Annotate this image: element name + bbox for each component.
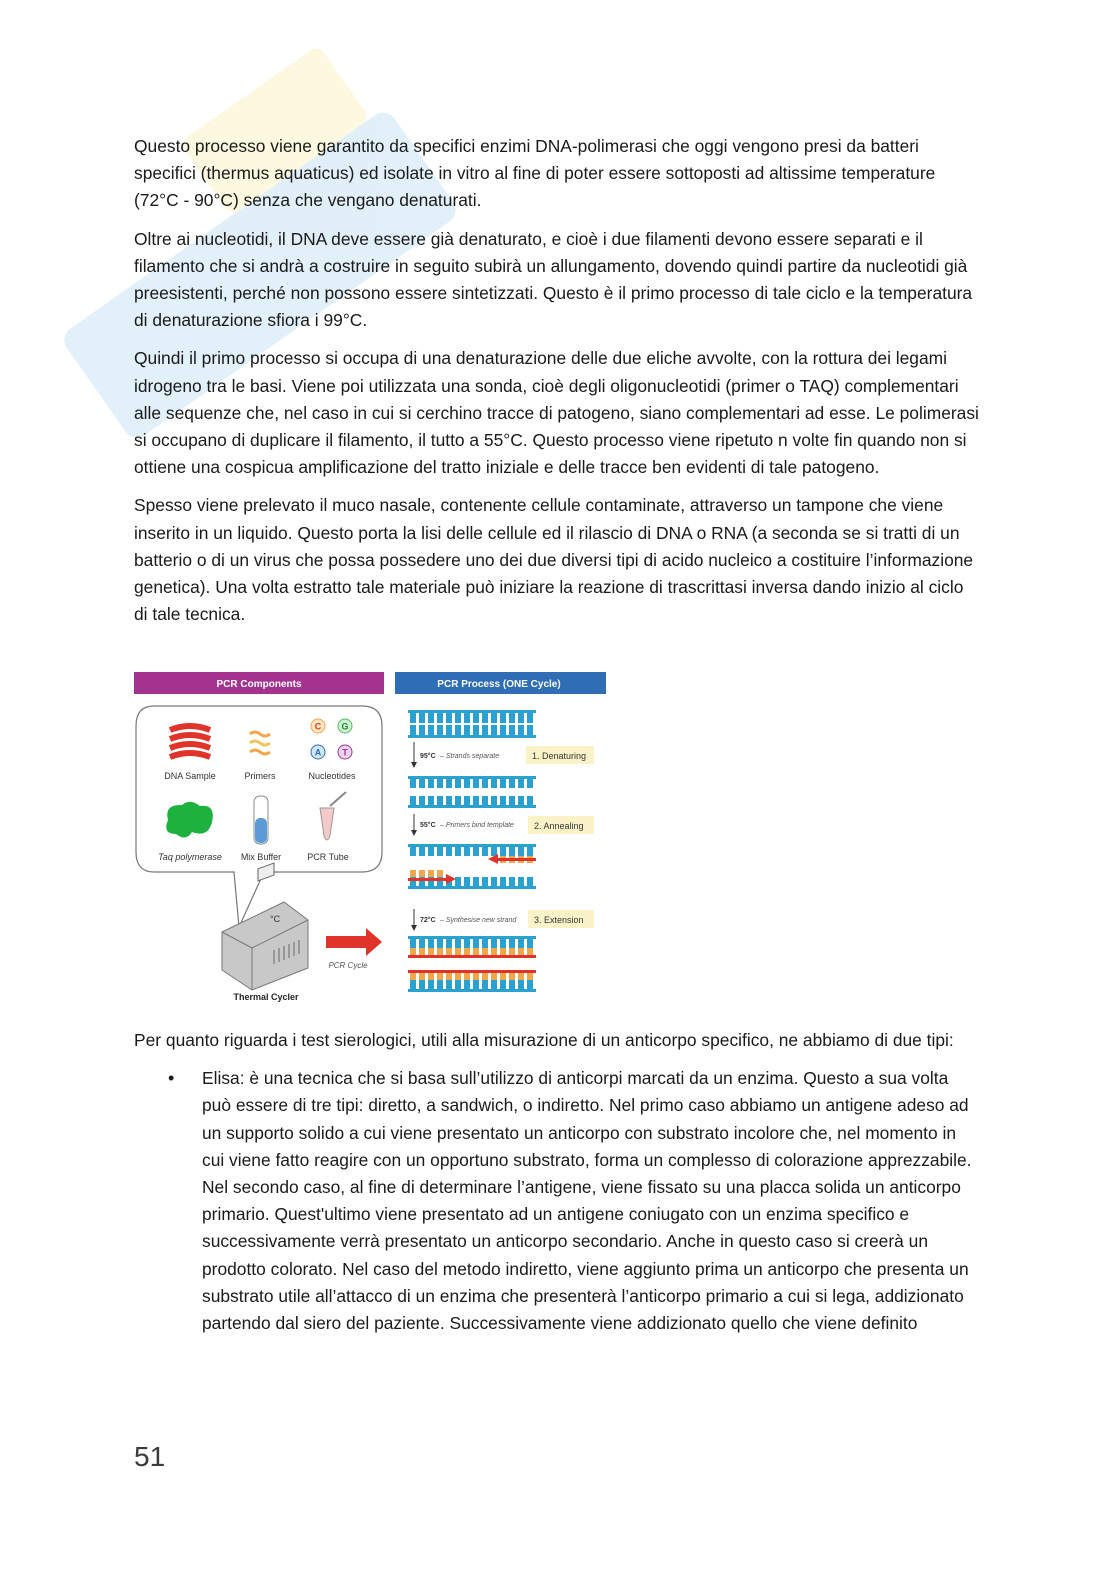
base-pair-tooth xyxy=(455,725,461,735)
components-title: PCR Components xyxy=(216,679,302,690)
base-pair-tooth xyxy=(410,973,416,980)
base-pair-tooth xyxy=(509,877,515,886)
base-pair-tooth xyxy=(419,980,425,989)
base-pair-tooth xyxy=(464,877,470,886)
paragraph: Quindi il primo processo si occupa di una denaturazione delle due eliche avvolte, con la rottura dei legami idrogeno tra le basi. Viene poi utilizzata una sonda, cioè degli oligonucleotidi (primer o TAQ) complementari alle sequenze che, nel caso in cui si cerchino tracce di patogeno, siano complementari ad esse. Le polimerasi si occupano di duplicare il filamento, il tutto a 55°C. Questo processo viene ripetuto n volte fin quando non si ottiene una cospicua amplificazione del tratto iniziale e delle tracce ben evidenti di tale patogeno. xyxy=(134,348,979,478)
base-pair-tooth xyxy=(464,948,470,955)
base-pair-tooth xyxy=(482,980,488,989)
base-pair-tooth xyxy=(455,779,461,788)
base-pair-tooth xyxy=(509,796,515,805)
base-pair-tooth xyxy=(473,713,479,723)
base-pair-tooth xyxy=(491,779,497,788)
pcr-cycle-arrow xyxy=(326,928,382,956)
base-pair-tooth xyxy=(509,779,515,788)
base-pair-tooth xyxy=(455,713,461,723)
base-pair-tooth xyxy=(527,796,533,805)
base-pair-tooth xyxy=(428,847,434,856)
step-label: 3. Extension xyxy=(534,915,584,925)
base-pair-tooth xyxy=(446,779,452,788)
base-pair-tooth xyxy=(527,980,533,989)
base-pair-tooth xyxy=(410,796,416,805)
base-pair-tooth xyxy=(491,973,497,980)
base-pair-tooth xyxy=(428,713,434,723)
base-c: C xyxy=(314,721,322,732)
base-pair-tooth xyxy=(437,725,443,735)
base-pair-tooth xyxy=(527,725,533,735)
list-item: • Elisa: è una tecnica che si basa sull’utilizzo di anticorpi marcati da un enzima. Questo a sua volta può essere di tre tipi: diretto, a sandwich, o indiretto. Nel primo caso abbiamo un antigene adeso ad un supporto solido a cui viene presentato un anticorpo con substrato incolore che, nel momento in cui viene fatto reagire con un opportuno substrato, forma un complesso di colorazione apprezzabile. Nel secondo caso, al fine di determinare l’antigene, viene fissato su una placca solida un anticorpo primario. Quest'ultimo viene presentato ad un antigene coniugato con un enzima specifico e successivamente verrà presentato un anticorpo secondario. Anche in questo caso si creerà un prodotto colorato. Nel caso del metodo indiretto, viene aggiunto prima un anticorpo che presenta un substrato utile all’attacco di un enzima che presenterà l’anticorpo primario a cui si lega, addizionato partendo dal siero del paziente. Successivamente viene addizionato quello che viene definito xyxy=(202,1065,980,1337)
base-pair-tooth xyxy=(491,939,497,948)
pcr-tube-label: PCR Tube xyxy=(307,852,349,862)
base-pair-tooth xyxy=(446,713,452,723)
base-pair-tooth xyxy=(509,948,515,955)
svg-text:°C: °C xyxy=(270,914,281,924)
step-desc: – Synthesise new strand xyxy=(440,917,517,924)
strand-top xyxy=(408,844,536,847)
pcr-figure xyxy=(134,672,606,1006)
primers-label: Primers xyxy=(244,771,276,781)
base-pair-tooth xyxy=(428,870,434,877)
base-pair-tooth xyxy=(500,973,506,980)
base-pair-tooth xyxy=(428,973,434,980)
base-pair-tooth xyxy=(464,779,470,788)
base-pair-tooth xyxy=(464,725,470,735)
base-pair-tooth xyxy=(500,847,506,856)
step-temp: 95°C xyxy=(420,753,436,760)
base-pair-tooth xyxy=(482,948,488,955)
base-pair-tooth xyxy=(455,877,461,886)
base-pair-tooth xyxy=(410,980,416,989)
strand-bottom xyxy=(408,805,536,808)
base-pair-tooth xyxy=(437,973,443,980)
base-pair-tooth xyxy=(419,713,425,723)
base-pair-tooth xyxy=(473,877,479,886)
body-text-bottom xyxy=(134,1027,980,1337)
strand-bottom xyxy=(408,886,536,889)
base-pair-tooth xyxy=(428,725,434,735)
base-pair-tooth xyxy=(482,877,488,886)
base-pair-tooth xyxy=(518,973,524,980)
strand-top xyxy=(408,776,536,779)
base-pair-tooth xyxy=(410,870,416,877)
base-pair-tooth xyxy=(509,847,515,856)
base-pair-tooth xyxy=(455,796,461,805)
base-t: T xyxy=(342,747,348,758)
taq-polymerase-label: Taq polymerase xyxy=(158,852,222,862)
body-text-top xyxy=(134,133,980,639)
base-pair-tooth xyxy=(437,948,443,955)
step-annealing xyxy=(411,814,594,836)
base-pair-tooth xyxy=(446,948,452,955)
base-pair-tooth xyxy=(428,779,434,788)
base-pair-tooth xyxy=(473,725,479,735)
base-pair-tooth xyxy=(518,980,524,989)
base-pair-tooth xyxy=(491,847,497,856)
pcr-cycle-label: PCR Cycle xyxy=(328,961,368,970)
base-pair-tooth xyxy=(482,973,488,980)
base-pair-tooth xyxy=(437,796,443,805)
strand-bottom xyxy=(408,735,536,738)
base-pair-tooth xyxy=(482,796,488,805)
base-pair-tooth xyxy=(410,779,416,788)
base-pair-tooth xyxy=(455,980,461,989)
base-pair-tooth xyxy=(419,870,425,877)
base-a: A xyxy=(314,747,322,758)
base-pair-tooth xyxy=(464,973,470,980)
strand-top xyxy=(408,936,536,939)
base-pair-tooth xyxy=(491,980,497,989)
base-pair-tooth xyxy=(491,877,497,886)
base-pair-tooth xyxy=(500,948,506,955)
base-pair-tooth xyxy=(446,939,452,948)
base-pair-tooth xyxy=(437,870,443,877)
step-label: 1. Denaturing xyxy=(532,751,587,761)
base-pair-tooth xyxy=(491,796,497,805)
bullet-list xyxy=(134,1065,980,1337)
base-pair-tooth xyxy=(446,725,452,735)
base-pair-tooth xyxy=(428,980,434,989)
base-pair-tooth xyxy=(419,796,425,805)
base-pair-tooth xyxy=(464,713,470,723)
paragraph: Oltre ai nucleotidi, il DNA deve essere già denaturato, e cioè i due filamenti devono essere separati e il filamento che si andrà a costruire in seguito subirà un allungamento, dovendo quindi partire da nucleotidi già preesistenti, perché non possono essere sintetizzati. Questo è il primo processo di tale ciclo e la temperatura di denaturazione sfiora i 99°C. xyxy=(134,228,973,331)
step-desc: – Strands separate xyxy=(440,753,500,760)
base-pair-tooth xyxy=(509,980,515,989)
base-pair-tooth xyxy=(518,713,524,723)
base-pair-tooth xyxy=(518,725,524,735)
base-pair-tooth xyxy=(491,948,497,955)
base-pair-tooth xyxy=(500,796,506,805)
base-pair-tooth xyxy=(428,948,434,955)
base-pair-tooth xyxy=(410,948,416,955)
base-pair-tooth xyxy=(437,847,443,856)
base-pair-tooth xyxy=(491,713,497,723)
base-pair-tooth xyxy=(419,939,425,948)
base-pair-tooth xyxy=(527,779,533,788)
strand-new xyxy=(408,955,536,958)
base-pair-tooth xyxy=(455,948,461,955)
base-pair-tooth xyxy=(437,980,443,989)
step-temp: 55°C xyxy=(420,822,436,829)
process-title: PCR Process (ONE Cycle) xyxy=(437,679,561,690)
base-pair-tooth xyxy=(419,779,425,788)
base-pair-tooth xyxy=(446,980,452,989)
base-pair-tooth xyxy=(473,779,479,788)
step-label: 2. Annealing xyxy=(534,821,584,831)
base-pair-tooth xyxy=(500,779,506,788)
base-pair-tooth xyxy=(482,725,488,735)
base-pair-tooth xyxy=(473,980,479,989)
paragraph: Per quanto riguarda i test sierologici, utili alla misurazione di un anticorpo specifico, ne abbiamo di due tipi: xyxy=(134,1030,954,1050)
base-pair-tooth xyxy=(527,877,533,886)
mix-buffer-icon xyxy=(254,796,268,844)
base-pair-tooth xyxy=(446,796,452,805)
base-pair-tooth xyxy=(500,939,506,948)
paragraph: Questo processo viene garantito da specifici enzimi DNA-polimerasi che oggi vengono presi da batteri specifici (thermus aquaticus) ed isolate in vitro al fine di poter essere sottoposti ad altissime temperature (72°C - 90°C) senza che vengano denaturati. xyxy=(134,136,936,211)
step-desc: – Primers bind template xyxy=(440,822,514,829)
base-pair-tooth xyxy=(419,847,425,856)
base-pair-tooth xyxy=(419,973,425,980)
base-pair-tooth xyxy=(500,877,506,886)
base-pair-tooth xyxy=(518,877,524,886)
base-pair-tooth xyxy=(473,973,479,980)
base-pair-tooth xyxy=(464,847,470,856)
base-pair-tooth xyxy=(437,939,443,948)
dna-sample-label: DNA Sample xyxy=(164,771,216,781)
base-pair-tooth xyxy=(437,713,443,723)
base-pair-tooth xyxy=(518,796,524,805)
base-pair-tooth xyxy=(464,796,470,805)
step-denaturing xyxy=(411,742,594,768)
base-pair-tooth xyxy=(482,939,488,948)
base-pair-tooth xyxy=(509,725,515,735)
base-pair-tooth xyxy=(509,973,515,980)
base-pair-tooth xyxy=(527,939,533,948)
base-pair-tooth xyxy=(473,948,479,955)
strand-bottom xyxy=(408,989,536,992)
base-pair-tooth xyxy=(446,847,452,856)
base-pair-tooth xyxy=(473,796,479,805)
base-pair-tooth xyxy=(410,725,416,735)
base-pair-tooth xyxy=(455,847,461,856)
mix-buffer-label: Mix Buffer xyxy=(240,852,282,862)
base-pair-tooth xyxy=(419,725,425,735)
base-pair-tooth xyxy=(500,980,506,989)
base-pair-tooth xyxy=(419,948,425,955)
base-pair-tooth xyxy=(446,973,452,980)
base-pair-tooth xyxy=(464,980,470,989)
base-pair-tooth xyxy=(410,939,416,948)
base-pair-tooth xyxy=(473,939,479,948)
base-g: G xyxy=(341,721,349,732)
base-pair-tooth xyxy=(455,939,461,948)
base-pair-tooth xyxy=(473,847,479,856)
base-pair-tooth xyxy=(518,948,524,955)
strand-top xyxy=(408,710,536,713)
base-pair-tooth xyxy=(410,713,416,723)
base-pair-tooth xyxy=(518,847,524,856)
base-pair-tooth xyxy=(482,847,488,856)
base-pair-tooth xyxy=(509,713,515,723)
base-pair-tooth xyxy=(428,796,434,805)
base-pair-tooth xyxy=(527,713,533,723)
base-pair-tooth xyxy=(437,779,443,788)
paragraph: Spesso viene prelevato il muco nasale, contenente cellule contaminate, attraverso un tampone che viene inserito in un liquido. Questo porta la lisi delle cellule ed il rilascio di DNA o RNA (a seconda se si tratti di un batterio o di un virus che possa possedere uno dei due diversi tipi di acido nucleico a costituire l’informazione genetica). Una volta estratto tale materiale può iniziare la reazione di trascrittasi inversa dando inizio al ciclo di tale tecnica. xyxy=(134,495,974,625)
base-pair-tooth xyxy=(500,725,506,735)
base-pair-tooth xyxy=(509,939,515,948)
base-pair-tooth xyxy=(455,973,461,980)
base-pair-tooth xyxy=(527,948,533,955)
base-pair-tooth xyxy=(482,713,488,723)
base-pair-tooth xyxy=(527,973,533,980)
base-pair-tooth xyxy=(518,779,524,788)
base-pair-tooth xyxy=(527,847,533,856)
base-pair-tooth xyxy=(428,939,434,948)
step-extension xyxy=(411,909,594,931)
page-number: 51 xyxy=(134,1441,166,1472)
base-pair-tooth xyxy=(482,779,488,788)
base-pair-tooth xyxy=(464,939,470,948)
strand-new xyxy=(408,970,536,973)
base-pair-tooth xyxy=(491,725,497,735)
nucleotides-label: Nucleotides xyxy=(308,771,356,781)
base-pair-tooth xyxy=(518,939,524,948)
base-pair-tooth xyxy=(500,713,506,723)
base-pair-tooth xyxy=(410,847,416,856)
step-temp: 72°C xyxy=(420,917,436,924)
thermal-cycler-label: Thermal Cycler xyxy=(233,992,299,1002)
